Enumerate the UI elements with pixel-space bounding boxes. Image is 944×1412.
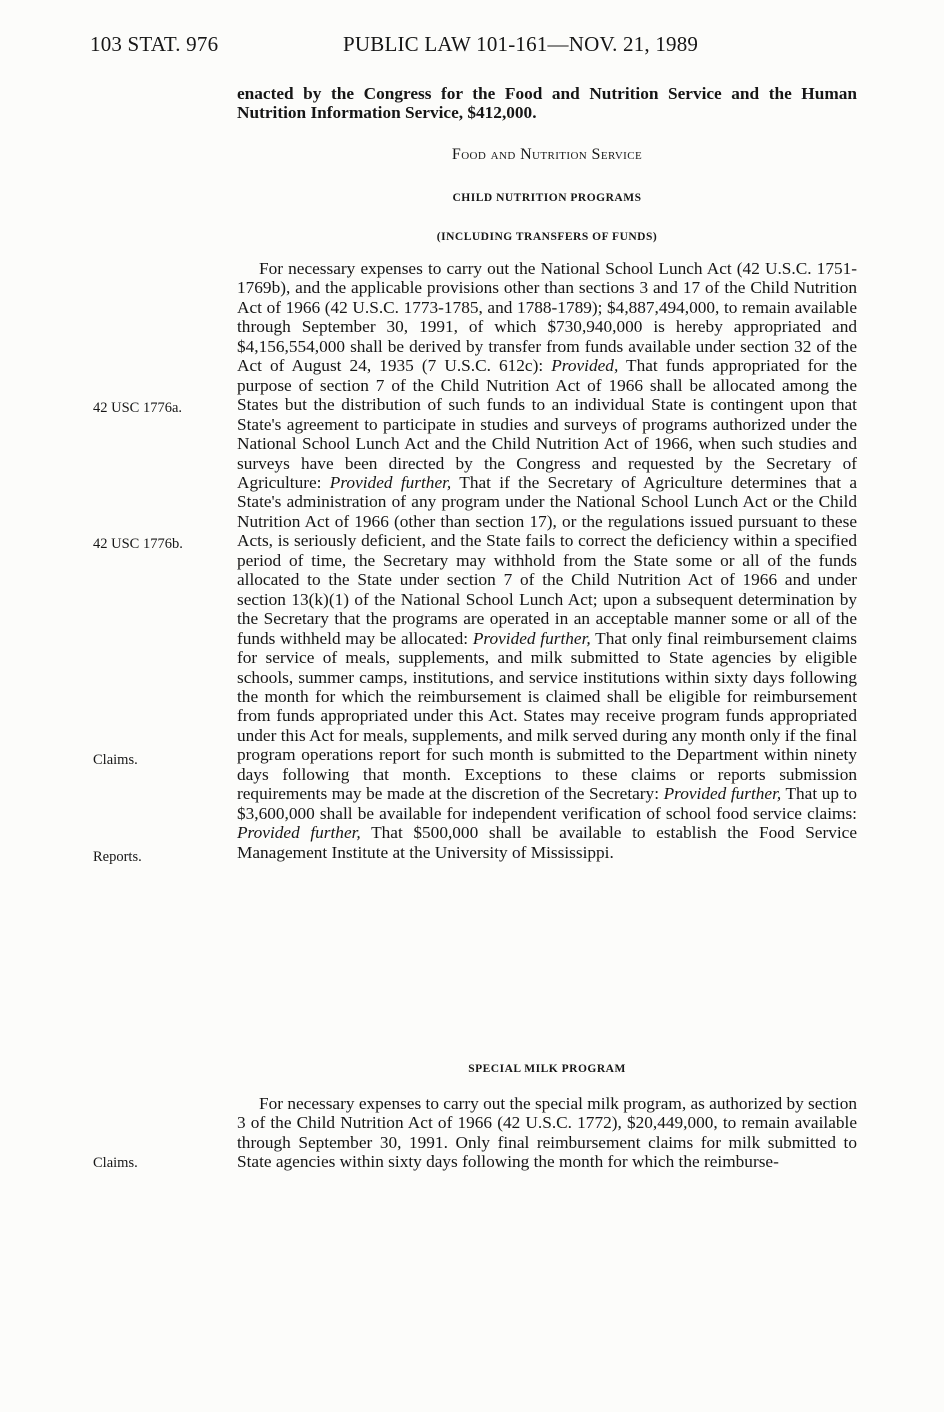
cnp-sentence-6: That $500,000 shall be available to establish the Food Service Management Institute at the University of Mississippi.: [237, 823, 858, 862]
margin-note-42usc1776b: 42 USC 1776b.: [93, 536, 183, 552]
provided-further-3: Provided further,: [663, 784, 782, 804]
special-milk-body: [237, 1094, 857, 1172]
cnp-sentence-2: That funds appropriated for the purpose of section 7 of the Child Nutrition Act of 1966 shall be allocated among the States but the distribution of such funds to an individual State is contingent upon that State's agreement to participate in studies and surveys of programs authorized under the National School Lunch Act and the Child Nutrition Act of 1966, when such studies and surveys have been directed by the Congress and requested by the Secretary of Agriculture:: [237, 356, 857, 492]
margin-note-claims: Claims.: [93, 752, 138, 768]
provided-further-1: Provided further,: [329, 472, 452, 492]
transfers-subheading: (INCLUDING TRANSFERS OF FUNDS): [436, 231, 658, 243]
cnp-sentence-4: That only final reimbursement claims for service of meals, supplements, and milk submitted to State agencies by eligible schools, summer camps, institutions, and service institutions within sixty days following the month for which the reimbursement is claimed shall be eligible for reimbursement from funds appropriated under this Act. States may receive program funds appropriated under this Act for meals, supplements, and milk served during any month only if the final program operations report for such month is submitted to the Department within ninety days following that month. Exceptions to these claims or reports submission requirements may be made at the discretion of the Secretary:: [237, 628, 857, 804]
cnp-sentence-5: That up to $3,600,000 shall be available for independent verification of school food service claims:: [237, 784, 857, 823]
child-nutrition-heading: CHILD NUTRITION PROGRAMS: [452, 192, 642, 204]
page-law-header: PUBLIC LAW 101-161—NOV. 21, 1989: [343, 32, 699, 56]
margin-note-42usc1776a: 42 USC 1776a.: [93, 400, 183, 416]
provided-further-4: Provided further,: [237, 823, 361, 843]
intro-text: enacted by the Congress for the Food and Nutrition Service and the Human Nutrition Information Service, $412,000.: [237, 84, 857, 123]
page-stat-number: 103 STAT. 976: [90, 32, 219, 56]
agency-heading: Food and Nutrition Service: [451, 146, 643, 163]
intro-paragraph: [237, 84, 857, 123]
provided-proviso: Provided,: [551, 356, 619, 376]
provided-further-2: Provided further,: [472, 628, 591, 648]
cnp-sentence-3: That if the Secretary of Agriculture determines that a State's administration of any program under the National School Lunch Act or the Child Nutrition Act of 1966 (other than section 17), or the regulations issued pursuant to these Acts, is seriously deficient, and the State fails to correct the deficiency within a specified period of time, the Secretary may withhold from the State some or all of the funds allocated to the State under section 7 of the Child Nutrition Act of 1966 and under section 13(k)(1) of the National School Lunch Act; upon a subsequent determination by the Secretary that the programs are operated in an acceptable manner some or all of the funds withheld may be allocated:: [237, 472, 857, 648]
child-nutrition-paragraph: [237, 259, 857, 862]
cnp-sentence-1: For necessary expenses to carry out the National School Lunch Act (42 U.S.C. 1751-1769b), and the applicable provisions other than sections 3 and 17 of the Child Nutrition Act of 1966 (42 U.S.C. 1773-1785, and 1788-1789); $4,887,494,000, to remain available through September 30, 1991, of which $730,940,000 is hereby appropriated and $4,156,554,000 shall be derived by transfer from funds available under section 32 of the Act of August 24, 1935 (7 U.S.C. 612c):: [237, 259, 857, 376]
special-milk-heading: SPECIAL MILK PROGRAM: [468, 1063, 626, 1075]
margin-note-claims-2: Claims.: [93, 1155, 138, 1171]
margin-note-reports: Reports.: [93, 849, 142, 865]
child-nutrition-body: [237, 259, 857, 862]
special-milk-paragraph: For necessary expenses to carry out the special milk program, as authorized by section 3 of the Child Nutrition Act of 1966 (42 U.S.C. 1772), $20,449,000, to remain available through September 30, 1991. Only final reimbursement claims for milk submitted to State agencies within sixty days following the month for which the reimburse-: [237, 1094, 857, 1172]
